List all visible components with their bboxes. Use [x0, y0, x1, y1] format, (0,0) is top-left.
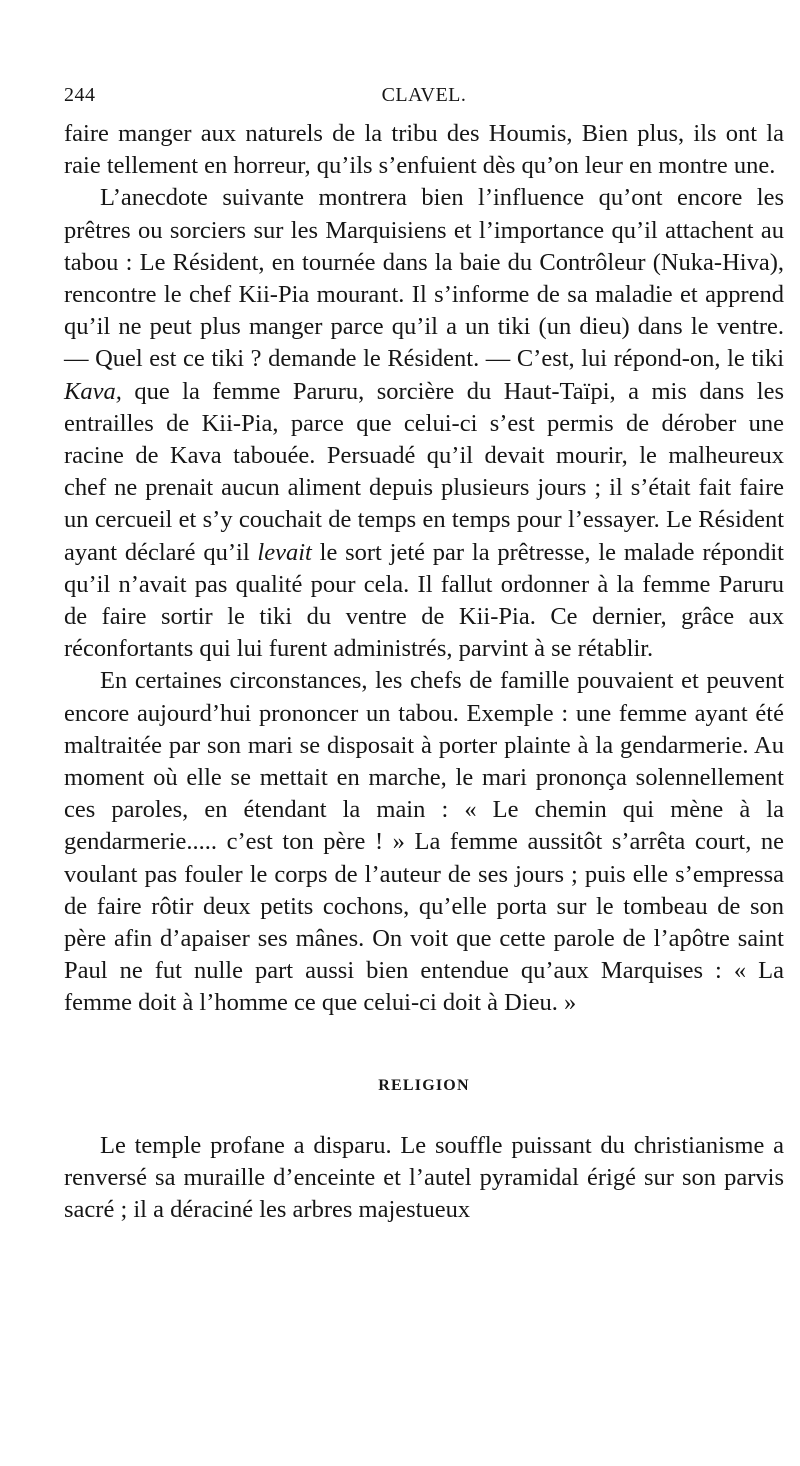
- page-number: 244: [64, 84, 96, 106]
- section-heading: RELIGION: [378, 1076, 470, 1094]
- paragraph-continued: faire manger aux naturels de la tribu des Houmis, Bien plus, ils ont la raie tellement en horreur, qu’ils s’enfuient dès qu’on leur en montre une.: [64, 120, 784, 180]
- paragraph-religion: Le temple profane a disparu. Le souffle puissant du christianisme a renversé sa muraille d’enceinte et l’autel pyramidal érigé sur son parvis sacré ; il a déraciné les arbres majestueux: [64, 1131, 784, 1224]
- paragraph-anecdote: [64, 182, 784, 665]
- paragraph-tabou-example: En certaines circonstances, les chefs de famille pouvaient et peuvent encore aujourd’hui prononcer un tabou. Exemple : une femme ayant été maltraitée par son mari se disposait à porter plainte à la gendarmerie. Au moment où elle se mettait en marche, le mari prononça solennellement ces paroles, en étendant la main : « Le chemin qui mène à la gendarmerie..... c’est ton père ! » La femme aussitôt s’arrêta court, ne voulant pas fouler le corps de l’auteur de ses jours ; puis elle s’empressa de faire rôtir deux petits cochons, qu’elle porta sur le tombeau de son père afin d’apaiser ses mânes. On voit que cette parole de l’apôtre saint Paul ne fut nulle part aussi bien entendue qu’aux Marquises : « La femme doit à l’homme ce que celui-ci doit à Dieu. »: [64, 667, 784, 1017]
- running-head: [64, 84, 784, 118]
- anecdote-text-1: L’anecdote suivante montrera bien l’influence qu’ont encore les prêtres ou sorciers sur les Marquisiens et l’importance qu’il attachent au tabou : Le Résident, en tournée dans la baie du Contrôleur (Nuka-Hiva), rencontre le chef Kii-Pia mourant. Il s’informe de sa maladie et apprend qu’il ne peut plus manger parce qu’il a un tiki (un dieu) dans le ventre. — Quel est ce tiki ? demande le Résident. — C’est, lui répond-on, le tiki: [64, 184, 784, 373]
- anecdote-text-3: le sort jeté par la prêtresse, le malade répondit qu’il n’avait pas qualité pour cela. Il fallut ordonner à la femme Paruru de faire sortir le tiki du ventre de Kii-Pia. Ce dernier, grâce aux réconfortants qui lui furent administrés, parvint à se rétablir.: [64, 538, 784, 663]
- italic-kava: Kava,: [64, 377, 122, 405]
- italic-levait: levait: [257, 538, 312, 566]
- running-title: CLAVEL.: [381, 84, 467, 106]
- book-page: [64, 84, 784, 1226]
- anecdote-text-2: que la femme Paruru, sorcière du Haut-Taïpi, a mis dans les entrailles de Kii-Pia, parce que celui-ci s’est permis de dérober une racine de Kava tabouée. Persuadé qu’il devait mourir, le malheureux chef ne prenait aucun aliment depuis plusieurs jours ; il s’était fait faire un cercueil et s’y couchait de temps en temps pour l’essayer. Le Résident ayant déclaré qu’il: [64, 377, 784, 566]
